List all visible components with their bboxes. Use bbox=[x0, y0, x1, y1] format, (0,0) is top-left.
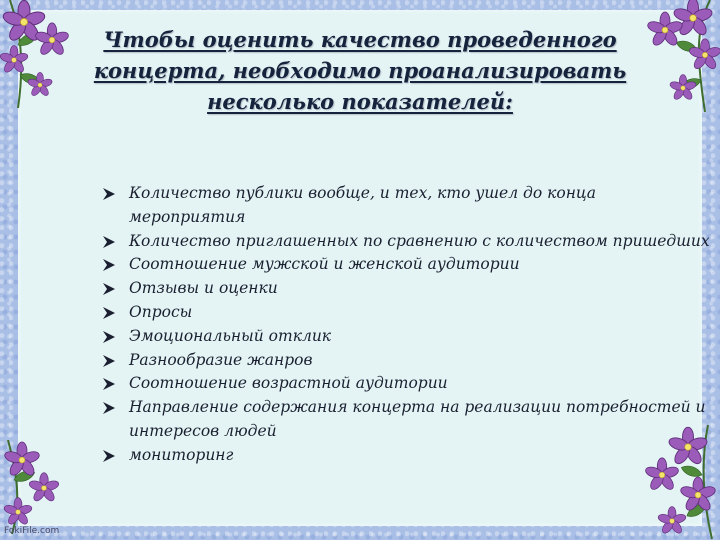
list-item-text: Соотношение мужской и женской аудитории bbox=[129, 255, 520, 274]
arrow-bullet-icon bbox=[102, 330, 116, 344]
list-item-text: Количество публики вообще, и тех, кто ушел до конца мероприятия bbox=[129, 184, 596, 226]
violet-flower-icon bbox=[0, 0, 80, 110]
list-item-text: Соотношение возрастной аудитории bbox=[129, 374, 448, 393]
list-item bbox=[102, 277, 717, 301]
indicator-list bbox=[102, 182, 717, 468]
list-item bbox=[102, 372, 717, 396]
list-item-text: Направление содержания концерта на реализации потребностей и интересов людей bbox=[129, 398, 706, 440]
list-item bbox=[102, 182, 717, 230]
arrow-bullet-icon bbox=[102, 187, 116, 201]
arrow-bullet-icon bbox=[102, 258, 116, 272]
list-item bbox=[102, 301, 717, 325]
arrow-bullet-icon bbox=[102, 306, 116, 320]
list-item bbox=[102, 325, 717, 349]
slide-title: Чтобы оценить качество проведенного концерта, необходимо проанализировать несколько показателей: bbox=[93, 27, 627, 114]
list-item-text: Количество приглашенных по сравнению с количеством пришедших bbox=[129, 231, 710, 250]
list-item-text: Разнообразие жанров bbox=[129, 350, 313, 369]
list-item bbox=[102, 396, 717, 444]
list-item-text: мониторинг bbox=[129, 445, 234, 464]
arrow-bullet-icon bbox=[102, 282, 116, 296]
list-item-text: Отзывы и оценки bbox=[129, 279, 278, 298]
arrow-bullet-icon bbox=[102, 377, 116, 391]
arrow-bullet-icon bbox=[102, 401, 116, 415]
watermark: FokiFile.com bbox=[4, 526, 60, 536]
arrow-bullet-icon bbox=[102, 354, 116, 368]
list-item-text: Эмоциональный отклик bbox=[129, 326, 332, 345]
list-item-text: Опросы bbox=[129, 302, 193, 321]
violet-flower-icon bbox=[0, 440, 70, 535]
list-item bbox=[102, 230, 717, 254]
list-item bbox=[102, 444, 717, 468]
list-item bbox=[102, 253, 717, 277]
list-item bbox=[102, 349, 717, 373]
arrow-bullet-icon bbox=[102, 235, 116, 249]
arrow-bullet-icon bbox=[102, 449, 116, 463]
